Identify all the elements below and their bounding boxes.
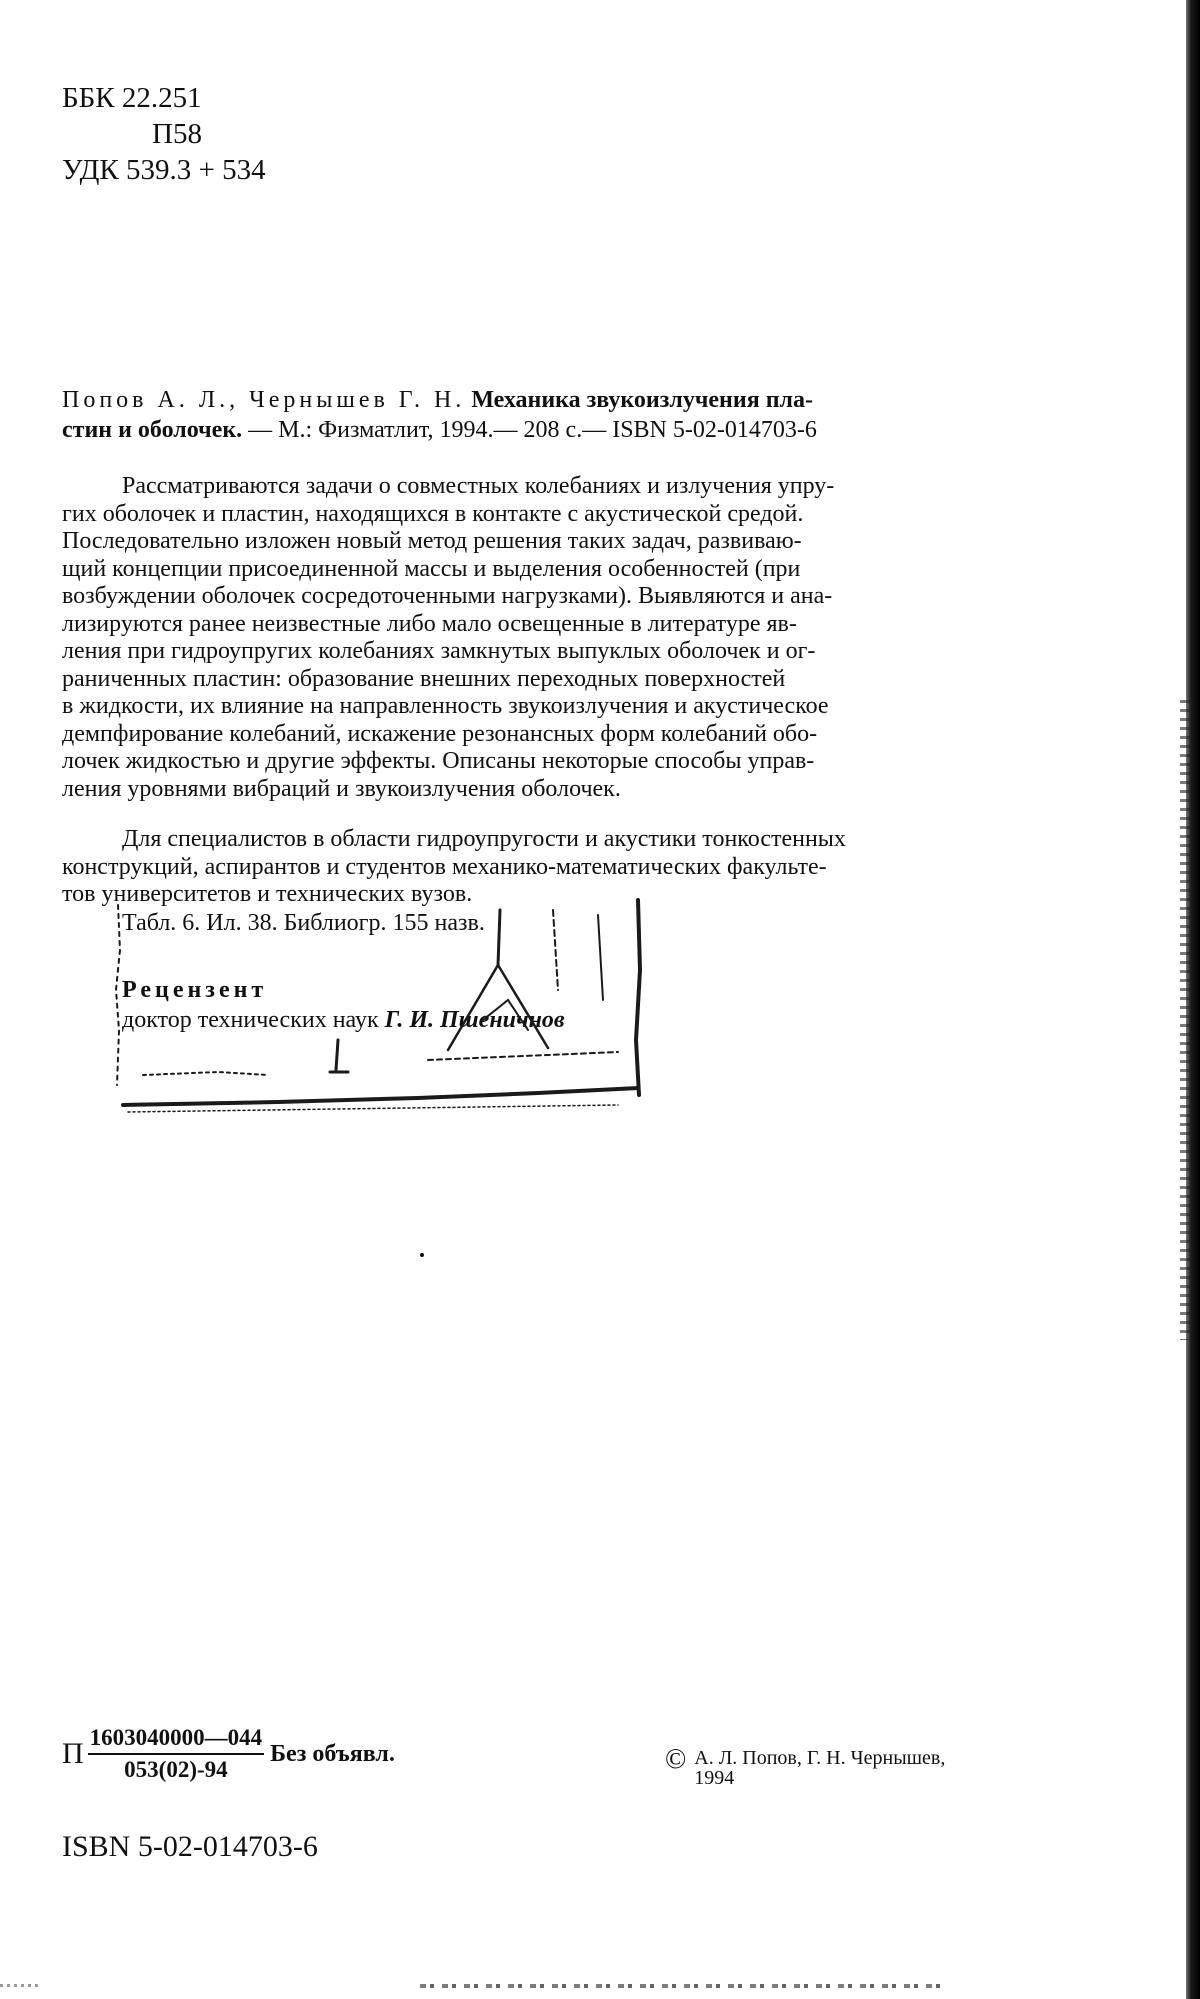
abstract-line: раниченных пластин: образование внешних переходных поверхностей [62, 665, 786, 692]
reviewer-name: Г. И. Пшеничнов [384, 1007, 565, 1033]
reviewer-degree: доктор технических наук [122, 1007, 379, 1033]
audience-line: Для специалистов в области гидроупругости и акустики тонкостенных [122, 826, 846, 852]
abstract-line: щий концепции присоединенной массы и выделения особенностей (при [62, 555, 801, 582]
scan-edge-noise [1180, 700, 1190, 1340]
abstract-line: возбуждении оболочек сосредоточенными нагрузками). Выявляются и ана- [62, 583, 833, 609]
copyright-authors: А. Л. Попов, Г. Н. Чернышев, [694, 1747, 946, 1769]
scan-bottom-noise-left [0, 1984, 40, 1987]
bibliographic-description [62, 385, 1162, 445]
book-authors: Попов А. Л., Чернышев Г. Н. [62, 387, 466, 413]
udk-code: УДК 539.3 + 534 [62, 154, 266, 186]
abstract-line: лочек жидкостью и другие эффекты. Описаны некоторые способы управ- [62, 748, 815, 774]
abstract-line: ления при гидроупругих колебаниях замкнутых выпуклых оболочек и ог- [62, 638, 816, 664]
copyright-text [694, 1748, 945, 1788]
library-stamp [98, 880, 670, 1130]
price-denominator: 053(02)-94 [124, 1757, 228, 1782]
author-mark: П58 [152, 118, 202, 150]
abstract-line: демпфирование колебаний, искажение резонансных форм колебаний обо- [62, 720, 818, 747]
biblio-line-1 [62, 385, 1162, 415]
copyright-year: 1994 [694, 1767, 735, 1789]
copyright-icon: © [665, 1744, 687, 1775]
reviewer-heading: Рецензент [122, 977, 268, 1003]
abstract-line: Рассматриваются задачи о совместных колебаниях и излучения упру- [122, 473, 835, 499]
price-code-block [62, 1725, 395, 1783]
book-title-part-1: Механика звукоизлучения пла- [471, 387, 813, 413]
price-label: Без объявл. [270, 1740, 395, 1767]
biblio-line-2 [62, 415, 1162, 445]
audience-line: тов университетов и технических вузов. [62, 881, 473, 907]
audience-line: конструкций, аспирантов и студентов механико-математических факульте- [62, 853, 827, 880]
abstract-line: гих оболочек и пластин, находящихся в контакте с акустической средой. [62, 500, 804, 527]
classification-block [62, 80, 266, 188]
abstract-paragraph [62, 473, 1162, 803]
scan-speck [420, 1253, 424, 1257]
price-letter: П [62, 1737, 84, 1770]
scan-bottom-noise [420, 1984, 940, 1988]
book-title-part-2: стин и оболочек. [62, 417, 243, 443]
tables-figures-info: Табл. 6. Ил. 38. Библиогр. 155 назв. [122, 910, 485, 936]
isbn: ISBN 5-02-014703-6 [62, 1830, 318, 1863]
abstract-line: лизируются ранее неизвестные либо мало освещенные в литературе яв- [62, 610, 797, 637]
abstract-line: Последовательно изложен новый метод решения таких задач, развиваю- [62, 528, 802, 554]
copyright-block [665, 1744, 946, 1789]
price-fraction [88, 1725, 265, 1783]
bbk-code: ББК 22.251 [62, 82, 202, 114]
abstract-line: ления уровнями вибраций и звукоизлучения оболочек. [62, 775, 621, 802]
price-numerator: 1603040000—044 [88, 1725, 265, 1755]
publisher-info: — М.: Физматлит, 1994.— 208 с.— ISBN 5-02-014703-6 [248, 417, 817, 443]
abstract-line: в жидкости, их влияние на направленность звукоизлучения и акустическое [62, 693, 829, 719]
